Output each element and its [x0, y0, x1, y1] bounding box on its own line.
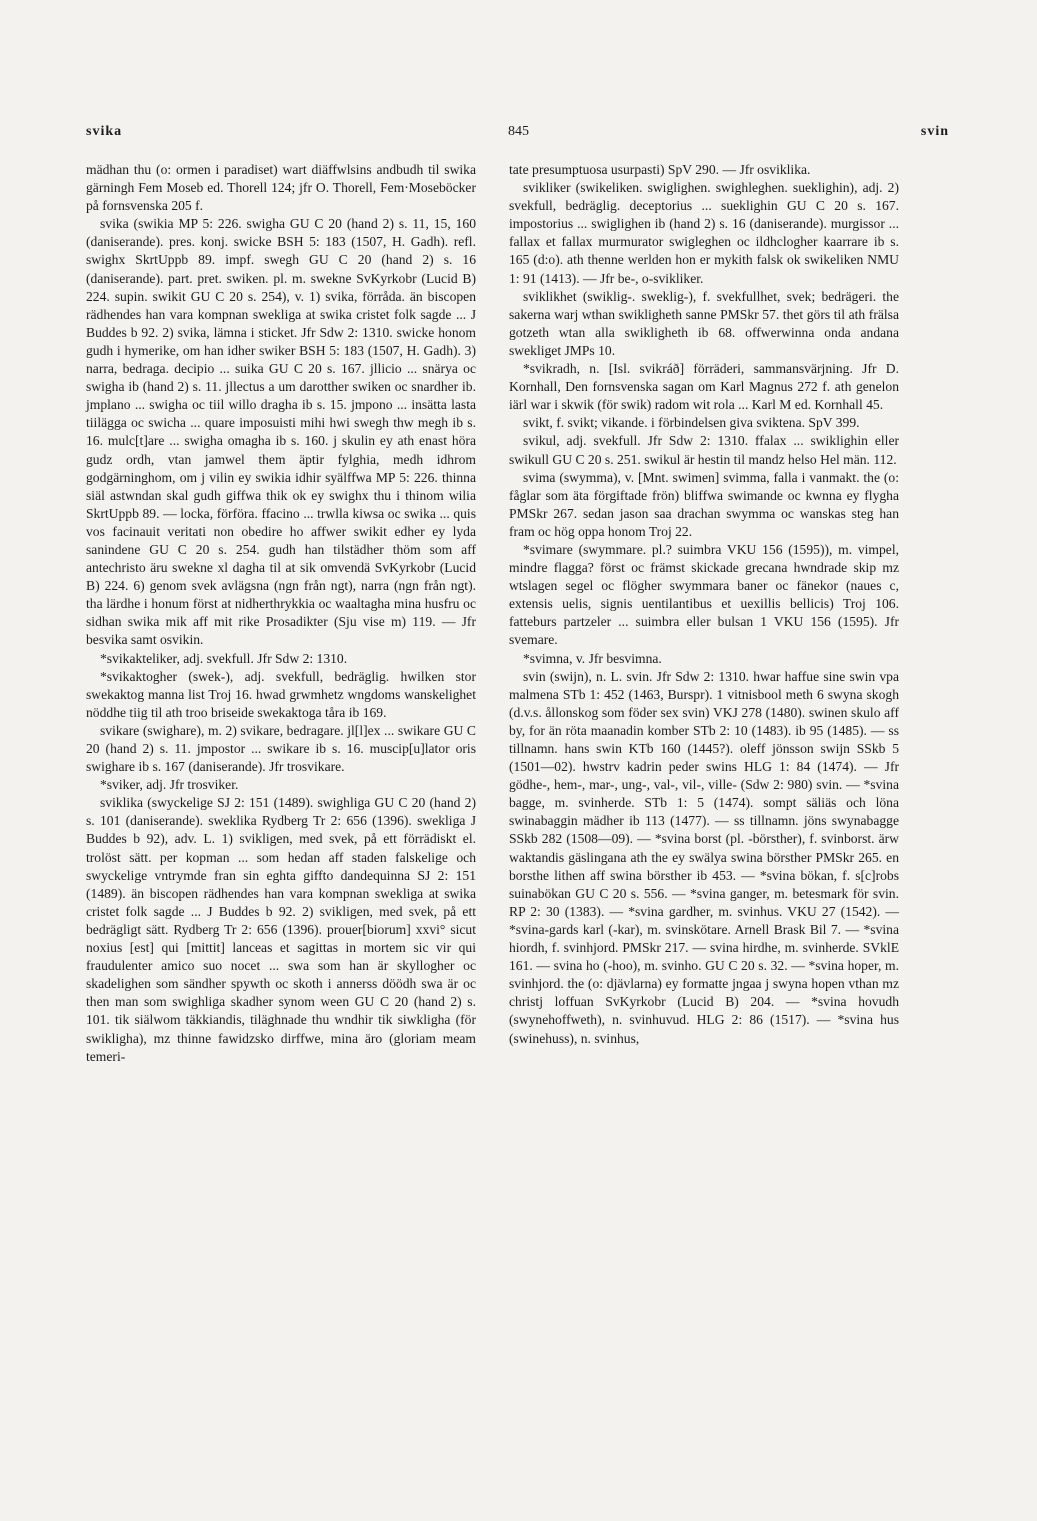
entry-svika: svika (swikia MP 5: 226. swigha GU C 20 (hand 2) s. 11, 15, 160 (daniserande). pres. konj. swicke BSH 5: 183 (1507, H. Gadh). refl. swighx SkrtUppb 89. impf. swegh GU C 20 (hand 2) s. 16 (daniserande). part. pret. swiken. pl. m. swekne SvKyrkobr (Lucid B) 224. supin. swikit GU C 20 s. 254), v. 1) svika, förråda. än biscopen rädhendes han vara kompnan swekliga at swika cristet folk sagde ... J Buddes b 92. 2) svika, lämna i sticket. Jfr Sdw 2: 1310. swicke honom gudh i hymerike, om han idher swiker BSH 5: 183 (1507, H. Gadh). 3) narra, bedraga. decipio ... suika GU C 20 s. 167. jllicio ... snärya oc swigha ib (hand 2) s. 11. jllectus a um darotther swiken oc snardher ib. jmplano ... swigha oc tiil willo dragha ib s. 15. jmpono ... insätta lasta tiilägga oc swicha ... quare imposuisti mihi hwi swegh thw megh ib s. 16. mulc[t]are ... swigha omagha ib s. 160. j skulin ey ath enast höra gudz ordh, vtan jamwel them äptir fylghia, medh idhrom godgärninghom, om j vilin ey swikia idhir syälffwa MP 5: 226. thinna siäl astwndan skal gudh giffwa thik ok ey swighx thu i thinom wilia SkrtUppb 89. — locka, förföra. ffacino ... trwlla kiwsa oc swika ... quis vos facinauit veritati non obedire ho affwer swikit edher ey lyda sanindene GU C 20 s. 254. gudh han tilstädher thöm som aff antechristo äru swekne xl dagha til at sik omvendä SvKyrkobr (Lucid B) 224. 6) genom svek avlägsna (ngn från ngt), narra (ngn från ngt). tha lärdhe i honum först at nidherthrykkia oc waaltagha mina husfru oc sidhan swika mik aff mit rike Prosadikter (Sju vise m) 119. — Jfr besvika samt osvikin.: [86, 216, 476, 648]
entry-svikradh: *svikradh, n. [Isl. svikráð] förräderi, sammansvärjning. Jfr D. Kornhall, Den fornsvenska sagan om Karl Magnus 272 f. ath genelon iärl war i skwik (för swik) radom wit rola ... Karl M ed. Kornhall 45.: [509, 361, 899, 413]
running-head-right: svin: [920, 124, 949, 139]
right-column: [509, 161, 899, 1048]
entry-svikakteliker: *svikakteliker, adj. svekfull. Jfr Sdw 2: 1310.: [100, 650, 348, 666]
entry-svikliker: svikliker (swikeliken. swiglighen. swighleghen. sueklighin), adj. 2) svekfull, bedräglig. deceptorius ... sueklighin GU C 20 s. 167. impostorius ... swiglighen ib (hand 2) s. 16 (daniserande). murgissor ... fallax et fallax murmurator swigleghen oc ildhclogher kaarrare ib s. 165 (d:o). ath thenne werlden hon er mykith falsk ok swikeliken NMU 1: 91 (1413). — Jfr be-, o-svikliker.: [509, 180, 899, 286]
page-number: 845: [508, 124, 529, 139]
left-column: [86, 161, 476, 1066]
entry-svima: svima (swymma), v. [Mnt. swimen] svimma, falla i vanmakt. the (o: fåglar som äta förgiftade frön) bliffwa swimande oc kwnna ey flygha PMSkr 267. sedan jason saa drachan swymma oc wanskas steg han fram oc hög oppa honom Troj 22.: [509, 469, 899, 539]
entry-continuation: mädhan thu (o: ormen i paradiset) wart diäffwlsins andbudh til swika gärningh Fem Moseb ed. Thorell 124; jfr O. Thorell, Fem·Moseböcker på fornsvenska 205 f.: [86, 162, 476, 214]
entry-svin: svin (swijn), n. L. svin. Jfr Sdw 2: 1310. hwar haffue sine swin vpa malmena STb 1: 452 (1463, Burspr). 1 vitnisbool meth 6 swyna skogh (d.v.s. ållonskog som föder sex svin) VKJ 278 (1480). swinen skulo aff by, for än röta maanadin komber STb 2: 10 (1483). ib 95 (1485). — ss tillnamn. hans swin KTb 160 (1445?). oleff jönsson swijn SSkb 5 (1501—02). hwstrv kadrin peder swins HLG 1: 84 (1474). — Jfr gödhe-, hem-, mar-, ung-, val-, vil-, ville- (Sdw 2: 980) svin. — *svina bagge, m. svinherde. STb 1: 5 (1474). sompt säliäs och löna swinabaggin mädher ib 113 (1477). — ss tillnamn. jöns swynabagge SSkb 282 (1508—09). — *svina borst (pl. -börsther), f. svinborst. ärw waktandis gäslingana ath the ey swälya swina börsther PMSkr 265. en borsthe lithen aff swina börsther ib 453. — *svina bökan, f. s[c]robs suinabökan GU C 20 s. 556. — *svina ganger, m. betesmark för svin. RP 2: 30 (1383). — *svina gardher, m. svinhus. VKU 27 (1542). — *svina-gards karl (-kar), m. svinskötare. Arnell Brask Bil 7. — *svina hiordh, f. svinhjord. PMSkr 217. — svina hirdhe, m. svinherde. SVklE 161. — svina ho (-hoo), m. svinho. GU C 20 s. 32. — *svina hoper, m. svinhjord. the (o: djävlarna) ey formatte jngaa j swyna hopen vthan mz christj loffuan SvKyrkobr (Lucid B) 204. — *svina hovudh (swynehoffweth), n. svinhuvud. HLG 2: 86 (1517). — *svina hus (swinehuss), n. svinhus,: [509, 668, 899, 1046]
entry-svimna: *svimna, v. Jfr besvimna.: [523, 650, 662, 666]
entry-continuation: tate presumptuosa usurpasti) SpV 290. — Jfr osviklika.: [509, 162, 811, 177]
entry-svikare: svikare (swighare), m. 2) svikare, bedragare. jl[l]ex ... swikare GU C 20 (hand 2) s. 11. jmpostor ... swikare ib s. 16. muscip[u]lator oris swighare ib s. 167 (daniserande). Jfr trosvikare.: [86, 722, 476, 775]
entry-sviker: *sviker, adj. Jfr trosviker.: [100, 777, 239, 793]
entry-svikul: svikul, adj. svekfull. Jfr Sdw 2: 1310. ffalax ... swiklighin eller swikull GU C 20 s. 251. swikul är hestin til mandz helso Hel män. 112.: [509, 433, 899, 467]
entry-svikt: svikt, f. svikt; vikande. i förbindelsen giva sviktena. SpV 399.: [523, 415, 860, 431]
entry-svikaktogher: *svikaktogher (swek-), adj. svekfull, bedräglig. hwilken stor swekaktog manna list Troj 16. hwad grwmhetz wngdoms wanskelighet nöddhe tiig til ath troo briseide swekaktoga tåra ib 169.: [86, 668, 476, 720]
entry-svimare: *svimare (swymmare. pl.? suimbra VKU 156 (1595)), m. vimpel, mindre flagga? först oc främst skickade grecana hwndrade skip mz wtslagen segel oc flögher swymmara baner oc fänekor (naues c, extensis uelis, signis uentilantibus et uexillis bellicis) Troj 106. fatteburs partzeler ... suimbra eller bulsan 1 VKU 156 (1595). Jfr svemare.: [509, 541, 899, 648]
entry-sviklikhet: sviklikhet (swiklig-. sweklig-), f. svekfullhet, svek; bedrägeri. the sakerna warj wthan swikligheth sanne PMSkr 57. thet görs til ath frälsa gotzeth wtan alla swikligheth ib 68. offwerwinna onda andana swekliget JMPs 10.: [509, 288, 899, 358]
entry-sviklika: sviklika (swyckelige SJ 2: 151 (1489). swighliga GU C 20 (hand 2) s. 101 (daniserande). sweklika Rydberg Tr 2: 656 (1396). swekliga J Buddes b 92), adv. L. 1) svikligen, med svek, på ett förrädiskt el. trolöst sätt. per kopman ... som hedan aff staden falskelige och swyckelige vntrymde fran sin eghta giffto dandequinna SJ 2: 151 (1489). än biscopen rädhendes han vara kompnan swekliga at swika cristet folk sagde ... J Buddes b 92. 2) svikligen, med svek, på ett bedrägligt sätt. Rydberg Tr 2: 656 (1396). prouer[biorum] xxvi° sicut noxius [est] qui [mittit] lanceas et sagittas in mortem sic vir qui fraudulenter amico suo nocet ... swa som han är skyllogher oc skadelighen som sändher spywth oc skoth i annerss döödh swa är oc then man som swighliga skadher synom ween GU C 20 (hand 2) s. 101. tik siälwom täkkiandis, tiläghnade thu wndhir tik siwkligha (för swikligha), mz thinne fawidzsko dirffwe, mina äro (gloriam meam temeri-: [86, 795, 476, 1064]
running-head-left: svika: [86, 124, 123, 139]
